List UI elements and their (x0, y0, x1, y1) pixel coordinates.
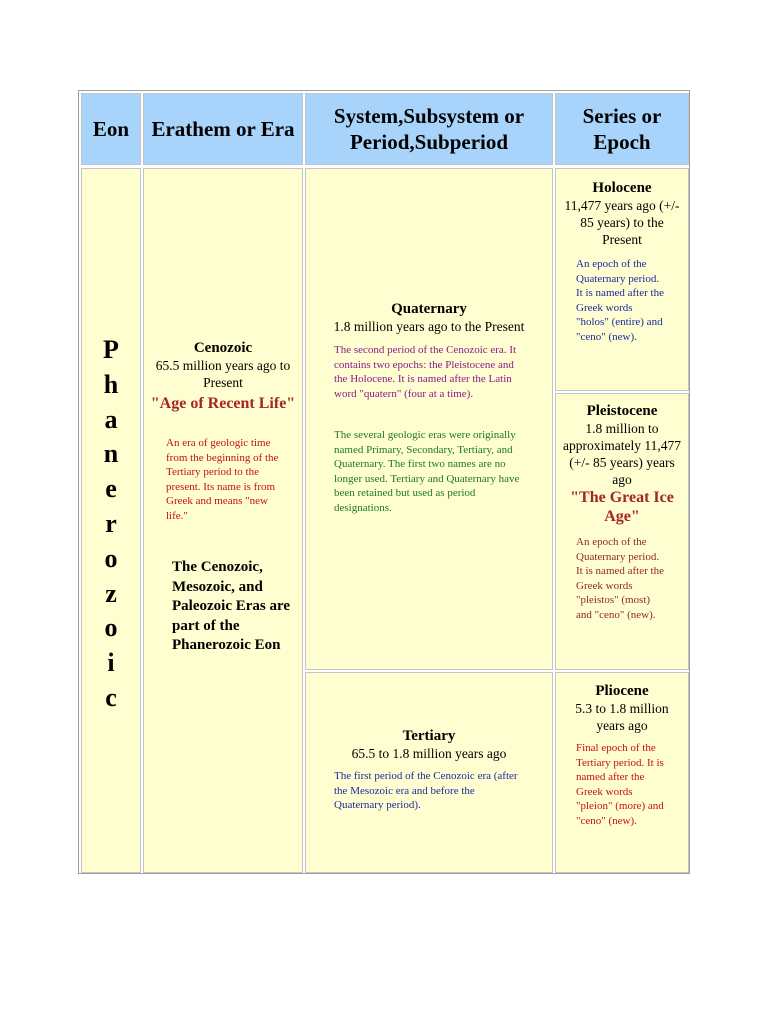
pliocene-time: 5.3 to 1.8 million years ago (575, 701, 669, 733)
header-epoch-label: Series or Epoch (582, 104, 662, 154)
pliocene-description: Final epoch of the Tertiary period. It is named after the Greek words "pleion" (more) and "ceno" (new). (576, 742, 664, 827)
period-tertiary (305, 672, 553, 873)
holocene-time: 11,477 years ago (+/- 85 years) to the Present (564, 198, 680, 247)
epoch-pleistocene (555, 393, 689, 670)
era-name: Cenozoic (193, 340, 253, 356)
eon-letter: i (107, 648, 115, 678)
epoch-pliocene (555, 672, 689, 873)
eon-letter: o (104, 543, 118, 573)
pliocene-name: Pliocene (595, 683, 649, 699)
header-period (305, 93, 553, 165)
header-period-label: System,Subsystem or Period,Subperiod (333, 104, 525, 154)
pleistocene-nickname: "The Great Ice Age" (570, 489, 674, 525)
era-description: An era of geologic time from the beginning of the Tertiary period to the present. Its name is from Greek and means "new life." (166, 437, 279, 522)
era-cell (143, 168, 303, 873)
era-note: The Cenozoic, Mesozoic, and Paleozoic Eras are part of the Phanerozoic Eon (172, 559, 291, 653)
quaternary-time: 1.8 million years ago to the Present (333, 319, 525, 334)
header-epoch (555, 93, 689, 165)
tertiary-name: Tertiary (402, 728, 456, 744)
pleistocene-description: An epoch of the Quaternary period. It is named after the Greek words "pleistos" (most) and "ceno" (new). (576, 536, 664, 621)
eon-letter: n (103, 439, 119, 469)
era-time: 65.5 million years ago to Present (155, 358, 291, 390)
tertiary-time: 65.5 to 1.8 million years ago (351, 746, 507, 761)
eon-letter: z (105, 578, 117, 608)
eon-name-vertical (82, 333, 140, 716)
eon-letter: a (104, 404, 118, 434)
tertiary-description: The first period of the Cenozoic era (after the Mesozoic era and before the Quaternary period). (334, 770, 518, 811)
quaternary-name: Quaternary (391, 301, 467, 317)
eon-letter: e (105, 474, 117, 504)
era-nickname: "Age of Recent Life" (150, 395, 296, 412)
header-era (143, 93, 303, 165)
period-quaternary (305, 168, 553, 670)
eon-letter: r (105, 508, 117, 538)
pleistocene-name: Pleistocene (586, 403, 658, 419)
eon-letter: o (104, 613, 118, 643)
header-era-label: Erathem or Era (151, 117, 295, 141)
header-eon (81, 93, 141, 165)
eon-letter: h (103, 369, 119, 399)
epoch-holocene (555, 168, 689, 391)
eon-cell (81, 168, 141, 873)
pleistocene-time: 1.8 million to approximately 11,477 (+/- 85 years) years ago (563, 421, 681, 487)
header-eon-label: Eon (92, 117, 130, 141)
quaternary-description: The second period of the Cenozoic era. It contains two epochs: the Pleistocene and the Holocene. It is named after the Latin word "quatern" (four at a time). (334, 344, 517, 400)
eon-letter: P (103, 335, 119, 364)
holocene-description: An epoch of the Quaternary period. It is named after the Greek words "holos" (entire) and "ceno" (new). (576, 258, 664, 343)
holocene-name: Holocene (592, 180, 652, 196)
geologic-time-table (78, 90, 690, 874)
quaternary-naming-note: The several geologic eras were originally named Primary, Secondary, Tertiary, and Quaternary. The first two names are no longer used. Tertiary and Quaternary have been retained but used as period designations. (334, 429, 520, 514)
eon-letter: c (105, 682, 117, 712)
